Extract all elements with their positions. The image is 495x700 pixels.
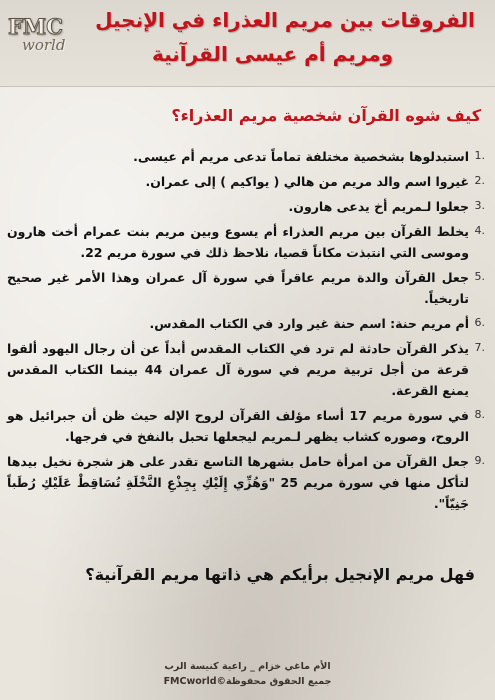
list-item	[7, 405, 485, 447]
list-item-number: .6	[474, 316, 485, 329]
list-item-text: غيروا اسم والد مريم من هالي ( يواكيم ) إلى عمران.	[145, 174, 469, 189]
list-item-number: .5	[474, 270, 485, 283]
list-item-text: يذكر القرآن حادثة لم ترد في الكتاب المقدس أبداً عن أن رجال اليهود ألقوا قرعة من أجل تربية مريم في سورة آل عمران 44 بينما الكتاب المقدس يمنع القرعة.	[7, 341, 469, 398]
list-item	[7, 146, 485, 167]
differences-list	[7, 146, 485, 518]
list-item-number: .3	[474, 199, 485, 212]
page-title-line-2: ومريم أم عيسى القرآنية	[151, 42, 394, 66]
list-item-number: .7	[474, 341, 485, 354]
list-item-number: .1	[474, 149, 485, 162]
list-item	[7, 338, 485, 401]
closing-question: فهل مريم الإنجيل برأيكم هي ذاتها مريم القرآنية؟	[85, 565, 475, 584]
logo-main-text: FMC	[8, 14, 63, 39]
header-banner	[0, 0, 495, 87]
footer-copyright: جميع الحقوق محفوظة©FMCworld	[163, 676, 332, 687]
list-item-text: في سورة مريم 17 أساء مؤلف القرآن لروح الإله حيث ظن أن جبرائيل هو الروح، وصوره كشاب يظهر لـمريم ليجعلها تحبل بالنفخ في فرجها.	[7, 408, 469, 444]
page-title-line-1: الفروقات بين مريم العذراء في الإنجيل	[95, 8, 475, 32]
list-item	[7, 451, 485, 514]
list-item-number: .8	[474, 408, 485, 421]
list-item-text: جعل القرآن من امرأة حامل بشهرها التاسع تقدر على هز شجرة نخيل بيدها لتأكل منها في سورة مريم 25 "وَهُزِّي إِلَيْكِ بِجِذْعِ النَّخْلَةِ تُسَاقِطْ عَلَيْكِ رُطَباً جَنِيّاً".	[7, 454, 469, 511]
list-item-number: .4	[474, 224, 485, 237]
list-item	[7, 313, 485, 334]
list-item	[7, 196, 485, 217]
list-item-text: جعلوا لـمريم أخ يدعى هارون.	[288, 199, 469, 214]
list-item	[7, 221, 485, 263]
list-item-text: جعل القرآن والدة مريم عاقراً في سورة آل عمران وهذا الأمر غير صحيح تاريخياً.	[7, 270, 469, 306]
list-item	[7, 267, 485, 309]
section-question: كيف شوه القرآن شخصية مريم العذراء؟	[171, 106, 481, 125]
logo-sub-text: world	[22, 36, 66, 54]
list-item-text: أم مريم حنة: اسم حنة غير وارد في الكتاب المقدس.	[149, 316, 469, 331]
list-item-text: يخلط القرآن بين مريم العذراء أم يسوع وبين مريم بنت عمرام أخت هارون وموسى التي انتبذت مكاناً قصيا، نلاحظ ذلك في سورة مريم 22.	[7, 224, 469, 260]
list-item-text: استبدلوها بشخصية مختلفة تماماً تدعى مريم أم عيسى.	[133, 149, 469, 164]
list-item	[7, 171, 485, 192]
footer-author: الأم ماغي خزام _ راعية كنيسة الرب	[164, 661, 331, 672]
list-item-number: .9	[474, 454, 485, 467]
list-item-number: .2	[474, 174, 485, 187]
